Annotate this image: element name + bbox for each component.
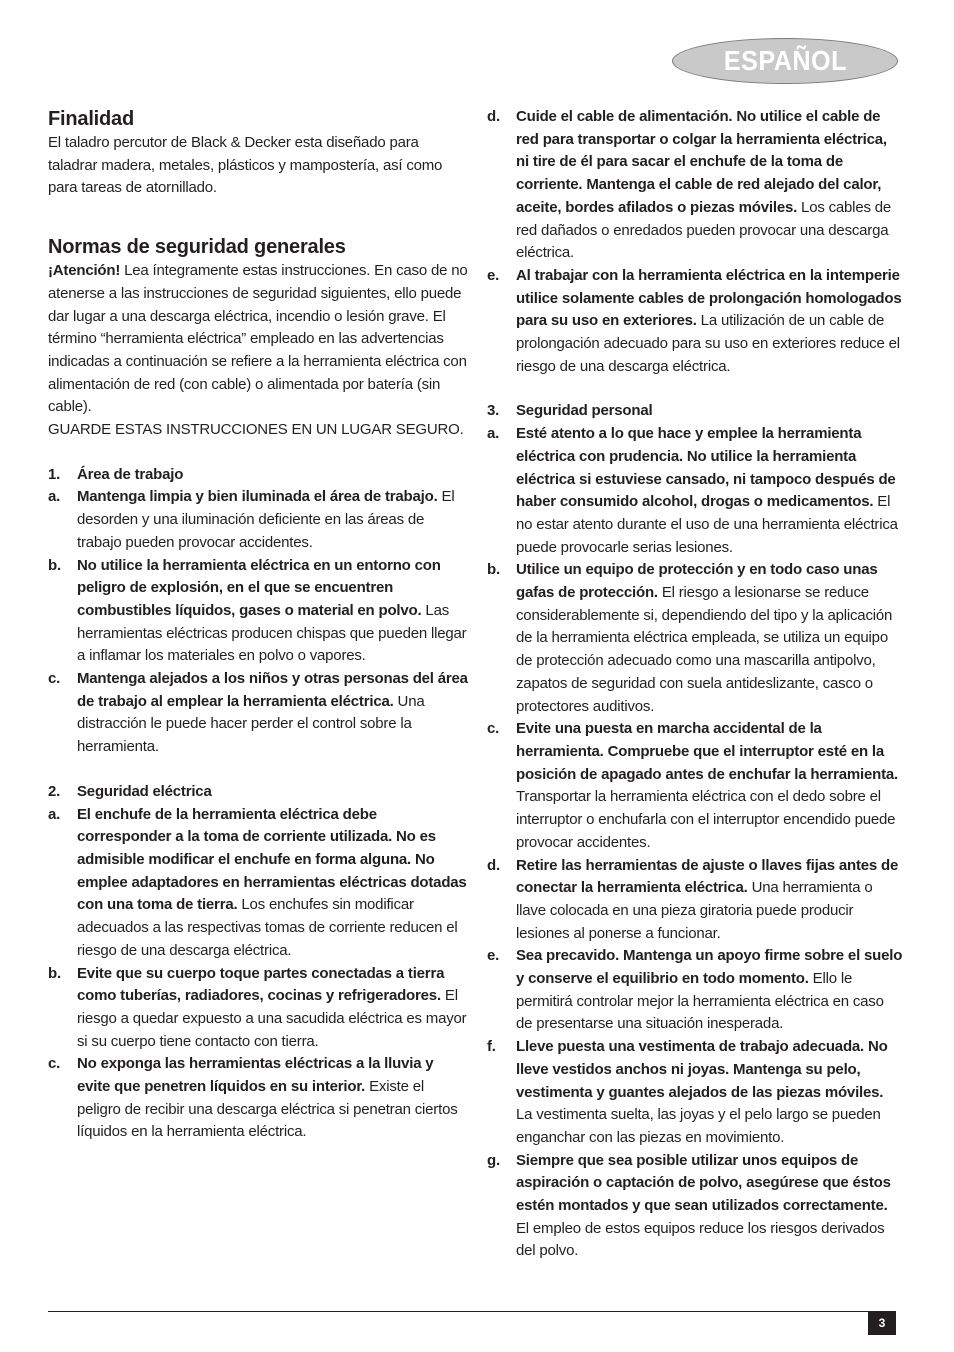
item-letter: b. xyxy=(487,561,500,579)
section-list-personal-safety xyxy=(487,423,903,1263)
item-explanation: El desorden y una iluminación deficiente en las áreas de trabajo pueden provocar accidentes. xyxy=(77,488,455,551)
item-rule: Siempre que sea posible utilizar unos equipos de aspiración o captación de polvo, asegúrese que éstos estén montados y que sean utilizados correctamente. xyxy=(516,1151,891,1215)
item-rule: Utilice un equipo de protección y en todo caso unas gafas de protección. xyxy=(516,561,878,602)
warning-paragraph xyxy=(48,260,468,419)
item-letter: e. xyxy=(487,266,500,284)
list-item xyxy=(487,106,903,265)
item-text xyxy=(77,486,468,554)
item-text xyxy=(77,1053,468,1144)
item-explanation: Ello le permitirá controlar mejor la herramienta eléctrica en caso de presentarse una situación inesperada. xyxy=(516,970,884,1033)
list-item xyxy=(48,1053,468,1144)
item-rule: Evite que su cuerpo toque partes conectadas a tierra como tuberías, radiadores, cocinas y refrigeradores. xyxy=(77,964,445,1005)
list-item xyxy=(487,265,903,379)
purpose-text: El taladro percutor de Black & Decker esta diseñado para taladrar madera, metales, plásticos y mampostería, así como para tareas de atornillado. xyxy=(48,134,443,197)
keep-instructions-text: GUARDE ESTAS INSTRUCCIONES EN UN LUGAR SEGURO. xyxy=(48,421,464,439)
item-text xyxy=(516,945,903,1036)
section-number: 2. xyxy=(48,782,61,800)
item-explanation: La vestimenta suelta, las joyas y el pelo largo se pueden enganchar con las piezas en movimiento. xyxy=(516,1106,881,1146)
list-item xyxy=(487,718,903,854)
item-letter: d. xyxy=(487,108,500,125)
list-item xyxy=(48,963,468,1054)
item-text xyxy=(516,718,903,854)
item-letter: f. xyxy=(487,1038,496,1056)
item-text xyxy=(516,1036,903,1150)
list-item xyxy=(487,559,903,718)
item-text xyxy=(516,265,903,379)
item-letter: g. xyxy=(487,1151,500,1169)
item-letter: a. xyxy=(48,805,61,823)
item-letter: a. xyxy=(48,488,61,506)
item-explanation: Los enchufes sin modificar adecuados a las respectivas tomas de corriente reducen el riesgo de una descarga eléctrica. xyxy=(77,896,458,959)
item-letter: b. xyxy=(48,964,61,982)
item-rule: Mantenga limpia y bien iluminada el área de trabajo. xyxy=(77,488,438,506)
item-rule: Mantenga alejados a los niños y otras personas del área de trabajo al emplear la herramienta eléctrica. xyxy=(77,670,468,710)
item-text xyxy=(516,1150,903,1264)
item-explanation: Los cables de red dañados o enredados pueden provocar una descarga eléctrica. xyxy=(516,198,892,262)
item-rule: Esté atento a lo que hace y emplee la herramienta eléctrica con prudencia. No utilice la herramienta eléctrica si estuviese cansado, ni tampoco después de haber consumido alcohol, drogas o medicamentos. xyxy=(516,425,896,511)
page-number: 3 xyxy=(868,1311,896,1335)
item-explanation: El empleo de estos equipos reduce los riesgos derivados del polvo. xyxy=(516,1219,885,1260)
item-explanation: El riesgo a lesionarse se reduce considerablemente si, dependiendo del tipo y la aplicación de la herramienta eléctrica empleada, se utiliza un equipo de protección adecuado como una mascarilla antipolvo, zapatos de seguridad con suela antideslizante, casco o protectores auditivos. xyxy=(516,584,893,715)
item-letter: d. xyxy=(487,856,500,874)
list-item xyxy=(487,423,903,559)
left-column xyxy=(48,106,468,1144)
item-explanation: Transportar la herramienta eléctrica con el dedo sobre el interruptor o enchufarla con el interruptor encendido puede provocar accidentes. xyxy=(516,788,896,851)
section-number: 3. xyxy=(487,402,500,420)
section-number: 1. xyxy=(48,465,61,483)
item-text xyxy=(516,559,903,718)
item-letter: c. xyxy=(48,670,61,688)
item-letter: a. xyxy=(487,425,500,443)
item-rule: No exponga las herramientas eléctricas a la lluvia y evite que penetren líquidos en su interior. xyxy=(77,1055,434,1096)
item-letter: e. xyxy=(487,947,500,965)
section-heading-work-area xyxy=(48,464,468,487)
section-list-electrical-safety-continued xyxy=(487,106,903,378)
list-item xyxy=(487,1150,903,1264)
list-item xyxy=(48,804,468,963)
item-rule: Cuide el cable de alimentación. No utilice el cable de red para transportar o colgar la herramienta eléctrica, ni tire de él para sacar el enchufe de la toma de corriente. Mantenga el cable de red alejado del calor, aceite, bordes afilados o piezas móviles. xyxy=(516,108,887,216)
item-rule: Retire las herramientas de ajuste o llaves fijas antes de conectar la herramienta eléctrica. xyxy=(516,856,899,897)
language-label: ESPAÑOL xyxy=(723,45,847,76)
item-rule: El enchufe de la herramienta eléctrica debe corresponder a la toma de corriente utilizada. No es admisible modificar el enchufe en forma alguna. No emplee adaptadores en herramientas eléctricas dotadas con una toma de tierra. xyxy=(77,805,467,914)
item-explanation: El no estar atento durante el uso de una herramienta eléctrica puede provocarle serias lesiones. xyxy=(516,493,898,556)
safety-heading: Normas de seguridad generales xyxy=(48,236,346,259)
item-text xyxy=(77,963,468,1054)
item-text xyxy=(77,668,468,759)
list-item xyxy=(48,486,468,554)
list-item xyxy=(487,855,903,946)
item-rule: Lleve puesta una vestimenta de trabajo adecuada. No lleve vestidos anchos ni joyas. Mantenga su pelo, vestimenta y guantes alejados de las piezas móviles. xyxy=(516,1038,888,1101)
section-title: Seguridad personal xyxy=(516,402,653,420)
item-letter: c. xyxy=(48,1055,61,1073)
right-column xyxy=(487,106,903,1263)
section-title: Área de trabajo xyxy=(77,465,184,483)
section-heading-electrical-safety xyxy=(48,781,468,804)
item-rule: Sea precavido. Mantenga un apoyo firme sobre el suelo y conserve el equilibrio en todo momento. xyxy=(516,947,903,988)
warning-text: Lea íntegramente estas instrucciones. En caso de no atenerse a las instrucciones de seguridad siguientes, ello puede dar lugar a una descarga eléctrica, incendio o lesión grave. El término “herramienta eléctrica” empleado en las advertencias indicadas a continuación se refiere a la herramienta eléctrica con alimentación de red (con cable) o alimentada por batería (sin cable). xyxy=(48,262,468,416)
list-item xyxy=(487,1036,903,1150)
item-text xyxy=(516,423,903,559)
item-explanation: La utilización de un cable de prolongación adecuado para su uso en exteriores reduce el riesgo de una descarga eléctrica. xyxy=(516,312,900,375)
item-explanation: Existe el peligro de recibir una descarga eléctrica si penetran ciertos líquidos en la herramienta eléctrica. xyxy=(77,1078,458,1141)
item-text xyxy=(516,106,903,265)
list-item xyxy=(48,668,468,759)
item-rule: Evite una puesta en marcha accidental de la herramienta. Compruebe que el interruptor esté en la posición de apagado antes de enchufar la herramienta. xyxy=(516,720,899,783)
warning-label: ¡Atención! xyxy=(48,262,121,280)
section-title: Seguridad eléctrica xyxy=(77,782,212,800)
item-explanation: Una herramienta o llave colocada en una pieza giratoria puede producir lesiones al ponerse a funcionar. xyxy=(516,879,873,942)
item-text xyxy=(77,555,468,669)
item-explanation: Las herramientas eléctricas producen chispas que pueden llegar a inflamar los materiales en polvo o vapores. xyxy=(77,601,467,665)
item-explanation: Una distracción le puede hacer perder el control sobre la herramienta. xyxy=(77,692,425,756)
item-explanation: El riesgo a quedar expuesto a una sacudida eléctrica es mayor si su cuerpo tiene contacto con tierra. xyxy=(77,987,467,1050)
section-list-electrical-safety xyxy=(48,804,468,1145)
item-text xyxy=(516,855,903,946)
list-item xyxy=(48,555,468,669)
purpose-heading: Finalidad xyxy=(48,108,134,130)
item-rule: Al trabajar con la herramienta eléctrica en la intemperie utilice solamente cables de prolongación homologados para su uso en exteriores. xyxy=(516,266,902,330)
section-heading-personal-safety xyxy=(487,400,903,423)
item-letter: b. xyxy=(48,556,61,574)
item-letter: c. xyxy=(487,720,500,738)
list-item xyxy=(487,945,903,1036)
item-rule: No utilice la herramienta eléctrica en un entorno con peligro de explosión, en el que se encuentren combustibles líquidos, gases o material en polvo. xyxy=(77,556,441,619)
section-list-work-area xyxy=(48,486,468,758)
item-text xyxy=(77,804,468,963)
footer-rule xyxy=(48,1311,868,1312)
language-badge xyxy=(672,38,898,84)
